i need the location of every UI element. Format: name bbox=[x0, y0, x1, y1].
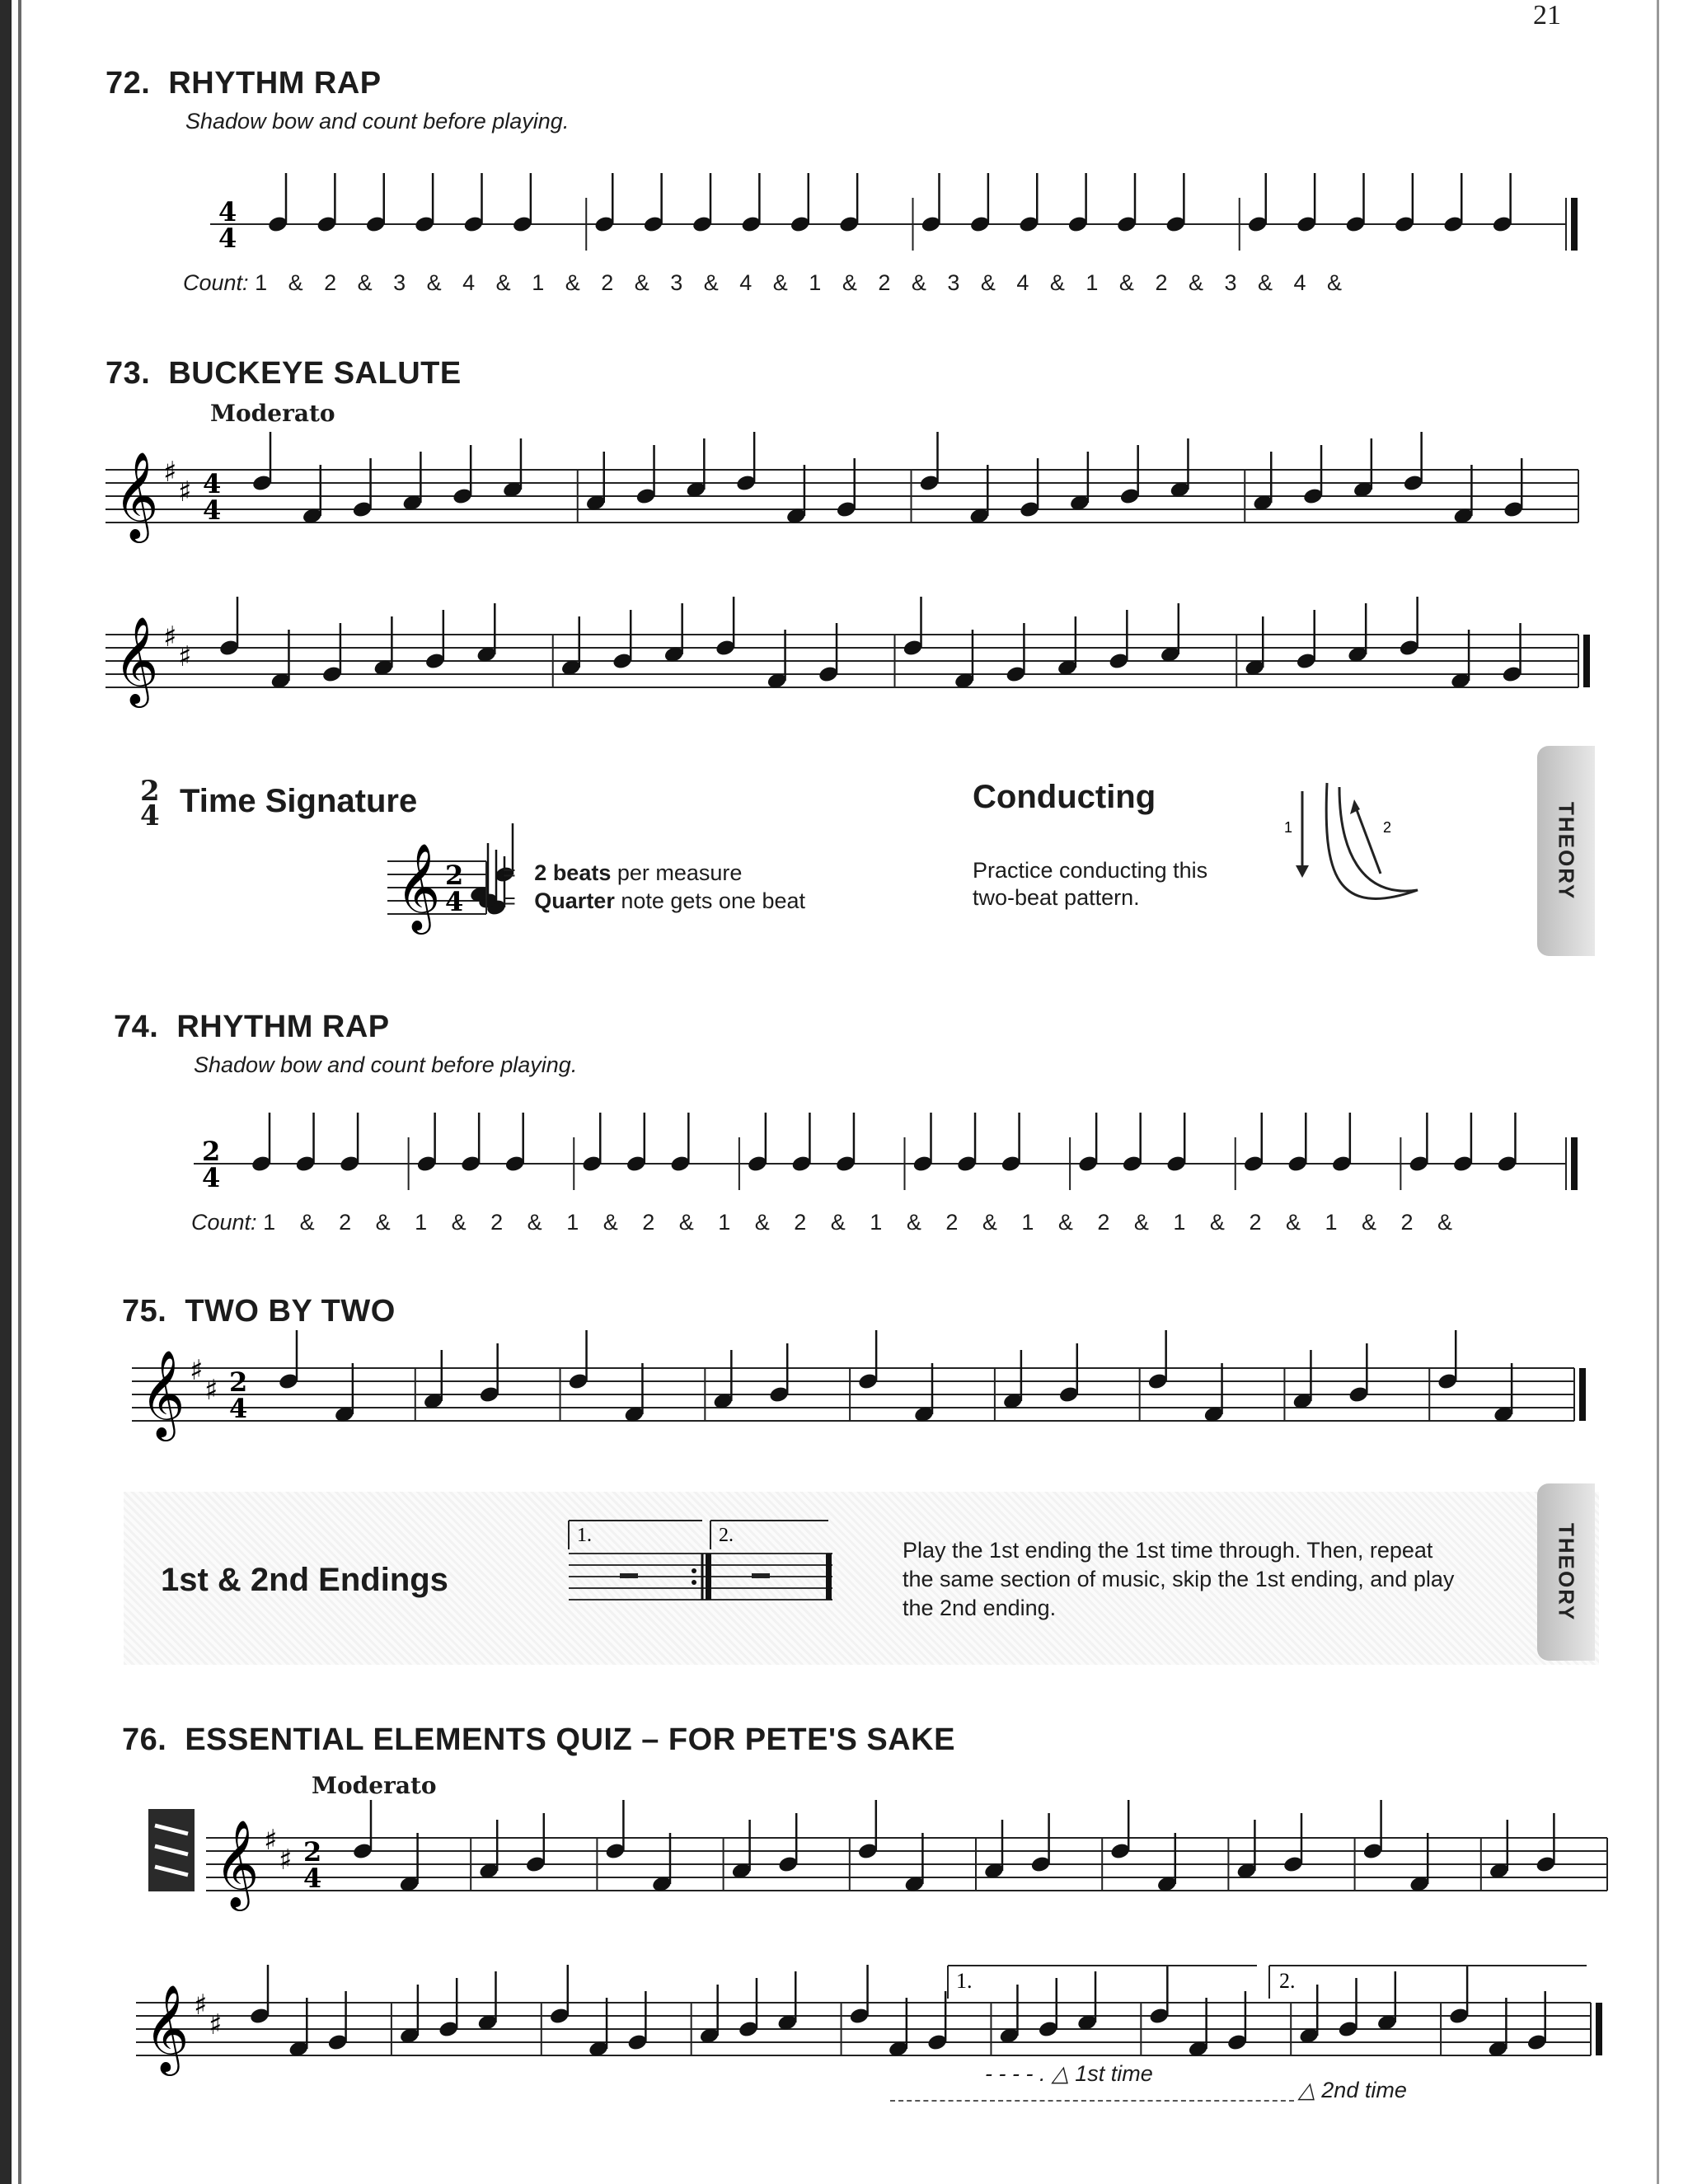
final-bar-line bbox=[826, 1554, 832, 1600]
beats-rest: per measure bbox=[611, 860, 743, 885]
time-sig-bottom: 4 bbox=[229, 1393, 248, 1424]
endings-example-staff bbox=[0, 1516, 907, 1640]
time-sig-top: 2 bbox=[202, 1136, 221, 1167]
exercise-76-staff-1 bbox=[0, 1797, 1615, 1929]
exercise-name: BUCKEYE SALUTE bbox=[168, 356, 462, 391]
first-time-text: 1st time bbox=[1075, 2061, 1153, 2086]
ending-2-label: 2. bbox=[719, 1525, 734, 1546]
exercise-75-staff bbox=[0, 1327, 1615, 1459]
sharp-c-icon: ♯ bbox=[204, 1374, 218, 1407]
endings-text-3: the 2nd ending. bbox=[903, 1596, 1057, 1620]
count-label: Count: bbox=[191, 1210, 257, 1235]
endings-text-1: Play the 1st ending the 1st time through. Then, repeat bbox=[903, 1538, 1433, 1563]
repeat-dot bbox=[692, 1580, 696, 1585]
time-sig-top: 4 bbox=[218, 196, 237, 227]
exercise-number: 76. bbox=[122, 1722, 167, 1757]
exercise-74-instruction: Shadow bow and count before playing. bbox=[194, 1052, 578, 1077]
beat-2-arrow bbox=[1356, 808, 1381, 874]
sharp-c-icon: ♯ bbox=[209, 2008, 223, 2041]
whole-rest bbox=[620, 1573, 638, 1578]
treble-clef-icon: 𝄞 bbox=[144, 1984, 190, 2072]
sharp-c-icon: ♯ bbox=[279, 1844, 293, 1877]
final-bar-line bbox=[1596, 2003, 1602, 2055]
time-signature-line-1 bbox=[503, 860, 742, 887]
whole-rest bbox=[752, 1573, 770, 1578]
equals-sign: = bbox=[503, 860, 516, 885]
time-signature-heading: Time Signature bbox=[180, 783, 418, 819]
final-bar-line bbox=[1571, 198, 1578, 251]
time-sig-bottom: 4 bbox=[303, 1863, 322, 1894]
treble-clef-icon: 𝄞 bbox=[214, 1819, 260, 1907]
exercise-72-rhythm-staff bbox=[0, 140, 1615, 272]
page-edge bbox=[1657, 0, 1659, 2184]
count-label: Count: bbox=[183, 270, 249, 295]
beats-bold: 2 beats bbox=[534, 860, 612, 885]
beat-1-arrowhead bbox=[1296, 865, 1309, 878]
exercise-72-instruction: Shadow bow and count before playing. bbox=[185, 109, 570, 134]
conducting-pattern-diagram bbox=[1278, 775, 1442, 940]
exercise-number: 73. bbox=[106, 356, 151, 391]
exercise-name: RHYTHM RAP bbox=[176, 1010, 390, 1044]
conducting-text-1: Practice conducting this bbox=[973, 858, 1208, 883]
time-sig-top: 2 bbox=[229, 1366, 248, 1398]
repeat-dot bbox=[692, 1568, 696, 1573]
endings-text-2: the same section of music, skip the 1st ending, and play bbox=[903, 1567, 1455, 1591]
treble-clef-icon: 𝄞 bbox=[114, 451, 159, 539]
exercise-name: TWO BY TWO bbox=[185, 1294, 396, 1329]
exercise-74-count bbox=[191, 1210, 1452, 1235]
repeat-bar bbox=[706, 1554, 711, 1600]
conducting-text-2: two-beat pattern. bbox=[973, 885, 1140, 910]
exercise-74-title bbox=[114, 1010, 390, 1045]
time-sig-symbol bbox=[140, 775, 160, 832]
exercise-74-rhythm-staff bbox=[0, 1080, 1615, 1212]
exercise-75-title bbox=[122, 1294, 396, 1329]
exercise-73-staff-1 bbox=[0, 429, 1615, 560]
exercise-72-count bbox=[183, 270, 1342, 296]
ending-2-label: 2. bbox=[1279, 1969, 1296, 1993]
ending-1-label: 1. bbox=[577, 1525, 592, 1546]
page-number: 21 bbox=[1533, 0, 1561, 30]
beat-1-label: 1 bbox=[1284, 819, 1293, 836]
exercise-76-tempo: Moderato bbox=[312, 1772, 437, 1799]
conducting-heading: Conducting bbox=[973, 779, 1156, 815]
arrow-icon: △ bbox=[1051, 2061, 1069, 2086]
time-signature-line-2 bbox=[503, 888, 805, 915]
exercise-name: ESSENTIAL ELEMENTS QUIZ – FOR PETE'S SAKE bbox=[185, 1722, 955, 1757]
time-sig-bottom: 4 bbox=[445, 886, 464, 917]
exercise-73-title bbox=[106, 356, 462, 391]
time-sig-bottom: 4 bbox=[202, 1162, 221, 1193]
time-sig-bottom: 4 bbox=[218, 223, 237, 254]
sharp-f-icon: ♯ bbox=[163, 621, 177, 654]
sharp-f-icon: ♯ bbox=[163, 456, 177, 489]
time-signature-example-staff bbox=[0, 842, 577, 952]
sharp-c-icon: ♯ bbox=[178, 640, 192, 673]
endings-heading: 1st & 2nd Endings bbox=[161, 1562, 448, 1598]
exercise-76-staff-2 bbox=[0, 1961, 1615, 2093]
count-syllables: 1 & 2 & 1 & 2 & 1 & 2 & 1 & 2 & 1 & 2 & 1 & 2 & 1 & 2 & 1 & 2 & bbox=[263, 1210, 1453, 1235]
final-bar-line bbox=[1583, 635, 1590, 687]
exercise-72-title bbox=[106, 66, 382, 101]
theory-tab bbox=[1537, 746, 1595, 956]
ts-top: 2 bbox=[140, 775, 160, 808]
treble-clef-icon: 𝄞 bbox=[114, 616, 159, 704]
exercise-76-title bbox=[122, 1722, 955, 1758]
sharp-f-icon: ♯ bbox=[190, 1354, 204, 1387]
theory-tab-label: THEORY bbox=[1554, 801, 1579, 901]
time-sig-top: 2 bbox=[303, 1836, 322, 1868]
beat-2-label: 2 bbox=[1383, 819, 1392, 836]
exercise-name: RHYTHM RAP bbox=[168, 66, 382, 101]
exercise-number: 74. bbox=[114, 1010, 159, 1044]
time-sig-bottom: 4 bbox=[203, 494, 222, 526]
equals-sign: = bbox=[503, 888, 516, 913]
quarter-bold: Quarter bbox=[534, 888, 615, 913]
final-bar-line bbox=[1571, 1137, 1578, 1190]
exercise-73-staff-2 bbox=[0, 593, 1615, 725]
treble-clef-icon: 𝄞 bbox=[396, 842, 441, 930]
theory-tab bbox=[1537, 1483, 1595, 1661]
theory-tab-label: THEORY bbox=[1554, 1522, 1579, 1622]
ts-bottom: 4 bbox=[140, 799, 160, 832]
arrow-icon: △ bbox=[1298, 2078, 1315, 2102]
sharp-f-icon: ♯ bbox=[264, 1824, 278, 1857]
exercise-73-tempo: Moderato bbox=[210, 400, 335, 427]
sharp-c-icon: ♯ bbox=[178, 476, 192, 509]
ending-1-label: 1. bbox=[956, 1969, 973, 1993]
first-time-label: - - - - . △ 1st time bbox=[985, 2061, 1153, 2086]
time-sig-top: 2 bbox=[445, 860, 464, 891]
count-syllables: 1 & 2 & 3 & 4 & 1 & 2 & 3 & 4 & 1 & 2 & 3 & 4 & 1 & 2 & 3 & 4 & bbox=[255, 270, 1343, 295]
second-time-label bbox=[1298, 2077, 1407, 2104]
sharp-f-icon: ♯ bbox=[194, 1989, 208, 2022]
dashed-guide-line bbox=[890, 2100, 1294, 2102]
quarter-rest: note gets one beat bbox=[614, 888, 806, 913]
exercise-number: 75. bbox=[122, 1294, 167, 1329]
treble-clef-icon: 𝄞 bbox=[140, 1349, 185, 1437]
second-time-text: 2nd time bbox=[1321, 2078, 1407, 2102]
time-sig-top: 4 bbox=[203, 468, 222, 499]
final-bar-line bbox=[1579, 1368, 1586, 1421]
conducting-curve bbox=[1326, 783, 1418, 898]
exercise-number: 72. bbox=[106, 66, 151, 101]
